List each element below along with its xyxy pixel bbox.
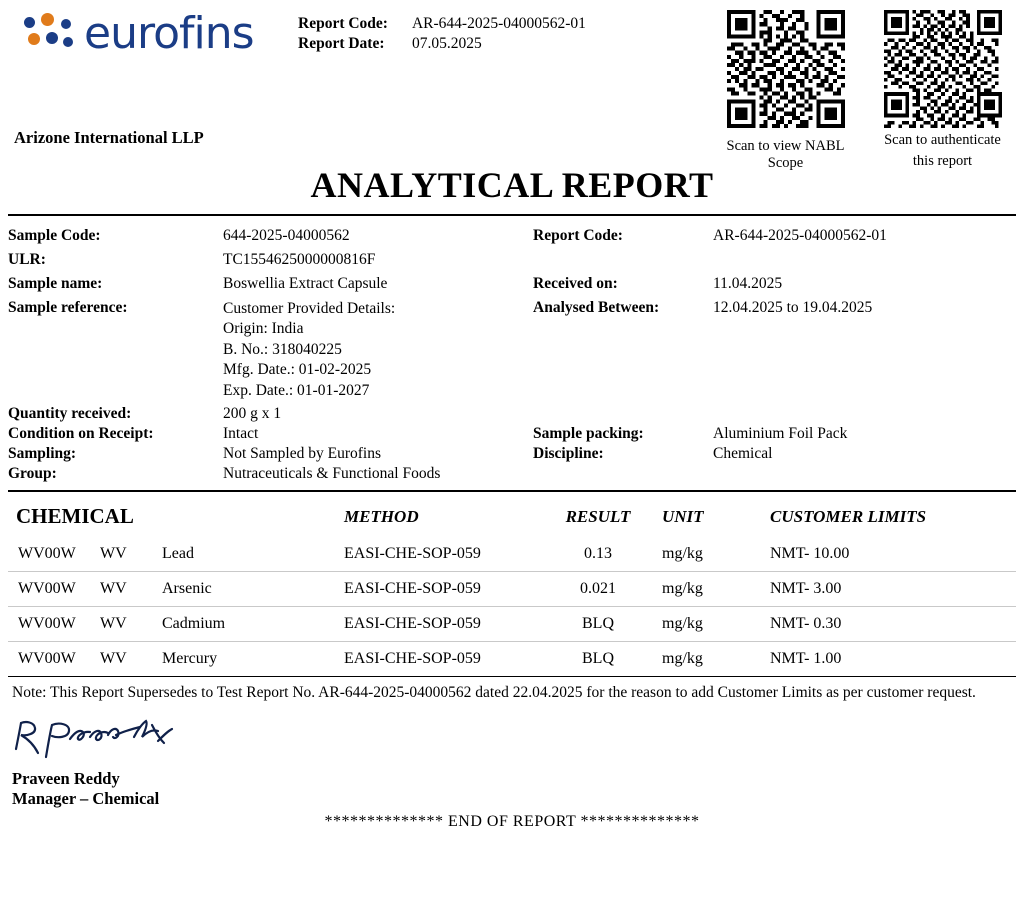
row-method: EASI-CHE-SOP-059 — [344, 545, 481, 563]
results-table — [8, 498, 1016, 676]
sample-reference-line: Exp. Date.: 01-01-2027 — [223, 381, 370, 399]
row-unit: mg/kg — [662, 642, 770, 677]
table-row — [8, 572, 1016, 607]
table-row — [8, 537, 1016, 572]
row-unit: mg/kg — [662, 607, 770, 642]
row-parameter: Mercury — [162, 642, 344, 677]
logo-dots-icon — [22, 13, 76, 55]
row-parameter: Cadmium — [162, 607, 344, 642]
qr-auth-block — [875, 10, 1010, 171]
quantity-received-value: 200 g x 1 — [223, 405, 282, 423]
eurofins-logo — [8, 6, 298, 59]
brand-name: eurofins — [84, 8, 254, 59]
divider-results-top — [8, 490, 1016, 492]
report-code-value: AR-644-2025-04000562-01 — [713, 227, 887, 244]
results-category: CHEMICAL — [16, 504, 134, 529]
discipline-label: Discipline: — [533, 445, 604, 463]
column-result: RESULT — [565, 506, 631, 526]
row-code: WV00W — [18, 545, 76, 563]
customer-name: Arizone International LLP — [14, 128, 204, 147]
row-short: WV — [100, 607, 162, 642]
header-report-meta — [298, 6, 586, 54]
header-report-code-label: Report Code: — [298, 15, 388, 32]
sampling-value: Not Sampled by Eurofins — [223, 445, 381, 463]
row-method: EASI-CHE-SOP-059 — [344, 607, 534, 642]
analysed-between-label: Analysed Between: — [533, 299, 660, 316]
sample-name-value: Boswellia Extract Capsule — [223, 275, 388, 292]
qr-auth-caption-line1: Scan to authenticate — [884, 132, 1001, 148]
sample-packing-value: Aluminium Foil Pack — [713, 425, 848, 443]
end-of-report: ************** END OF REPORT ************** — [324, 813, 700, 831]
condition-label: Condition on Receipt: — [8, 425, 154, 443]
ulr-label: ULR: — [8, 251, 46, 268]
nabl-scope-qr-icon[interactable] — [722, 10, 850, 128]
row-limit: NMT- 3.00 — [770, 572, 1016, 607]
ulr-value: TC1554625000000816F — [223, 251, 376, 268]
row-short: WV — [100, 572, 162, 607]
column-method: METHOD — [344, 506, 419, 526]
sample-info — [8, 216, 1016, 490]
row-limit: NMT- 0.30 — [770, 607, 1016, 642]
row-code: WV00W — [8, 642, 100, 677]
row-code: WV00W — [8, 572, 100, 607]
row-unit: mg/kg — [662, 572, 770, 607]
row-result: 0.13 — [584, 545, 612, 563]
page-title: ANALYTICAL REPORT — [310, 165, 714, 205]
sample-packing-label: Sample packing: — [533, 425, 644, 443]
table-row — [8, 607, 1016, 642]
row-result: BLQ — [534, 642, 662, 677]
row-parameter: Lead — [162, 545, 194, 563]
report-code-label: Report Code: — [533, 227, 623, 244]
sample-code-label: Sample Code: — [8, 227, 101, 244]
results-header-row — [8, 498, 1016, 537]
table-row — [8, 642, 1016, 677]
header-report-date-value: 07.05.2025 — [411, 35, 482, 52]
qr-auth-caption-line2: this report — [912, 152, 973, 169]
sample-reference-value — [223, 296, 533, 404]
row-method: EASI-CHE-SOP-059 — [344, 572, 534, 607]
row-limit: NMT- 1.00 — [770, 642, 1016, 677]
qr-scope-block — [718, 10, 853, 171]
group-value: Nutraceuticals & Functional Foods — [223, 465, 441, 483]
report-note: Note: This Report Supersedes to Test Report No. AR-644-2025-04000562 dated 22.04.2025 for the reason to add Customer Limits as per customer request. — [12, 684, 976, 702]
sample-reference-line: Origin: India — [223, 320, 304, 338]
column-unit: UNIT — [662, 506, 704, 526]
header-report-date-label: Report Date: — [298, 35, 385, 52]
row-result: BLQ — [534, 607, 662, 642]
quantity-received-label: Quantity received: — [8, 405, 132, 423]
sampling-label: Sampling: — [8, 445, 77, 463]
row-short: WV — [100, 642, 162, 677]
signature-block — [8, 715, 1016, 809]
condition-value: Intact — [223, 425, 259, 443]
group-label: Group: — [8, 465, 57, 483]
qr-codes — [718, 6, 1016, 171]
sample-reference-line: Mfg. Date.: 01-02-2025 — [223, 361, 372, 379]
row-code: WV00W — [8, 607, 100, 642]
column-customer-limits: CUSTOMER LIMITS — [770, 506, 927, 526]
row-short: WV — [100, 545, 127, 563]
discipline-value: Chemical — [713, 445, 773, 463]
sample-code-value: 644-2025-04000562 — [223, 227, 350, 244]
received-on-value: 11.04.2025 — [713, 275, 783, 292]
row-result: 0.021 — [534, 572, 662, 607]
row-parameter: Arsenic — [162, 572, 344, 607]
row-limit: NMT- 10.00 — [770, 545, 850, 563]
row-unit: mg/kg — [662, 545, 703, 563]
signatory-role: Manager – Chemical — [12, 789, 160, 809]
signature-image — [12, 715, 222, 763]
qr-scope-caption: Scan to view NABL Scope — [726, 138, 845, 171]
header-report-code-value: AR-644-2025-04000562-01 — [411, 15, 586, 32]
sample-reference-line: B. No.: 318040225 — [223, 340, 342, 358]
authenticate-qr-icon[interactable] — [879, 10, 1007, 128]
sample-reference-line: Customer Provided Details: — [223, 300, 396, 317]
sample-name-label: Sample name: — [8, 275, 103, 292]
sample-reference-label: Sample reference: — [8, 299, 128, 316]
received-on-label: Received on: — [533, 275, 618, 292]
signatory-name: Praveen Reddy — [12, 769, 120, 789]
analysed-between-value: 12.04.2025 to 19.04.2025 — [713, 299, 873, 316]
row-method: EASI-CHE-SOP-059 — [344, 642, 534, 677]
